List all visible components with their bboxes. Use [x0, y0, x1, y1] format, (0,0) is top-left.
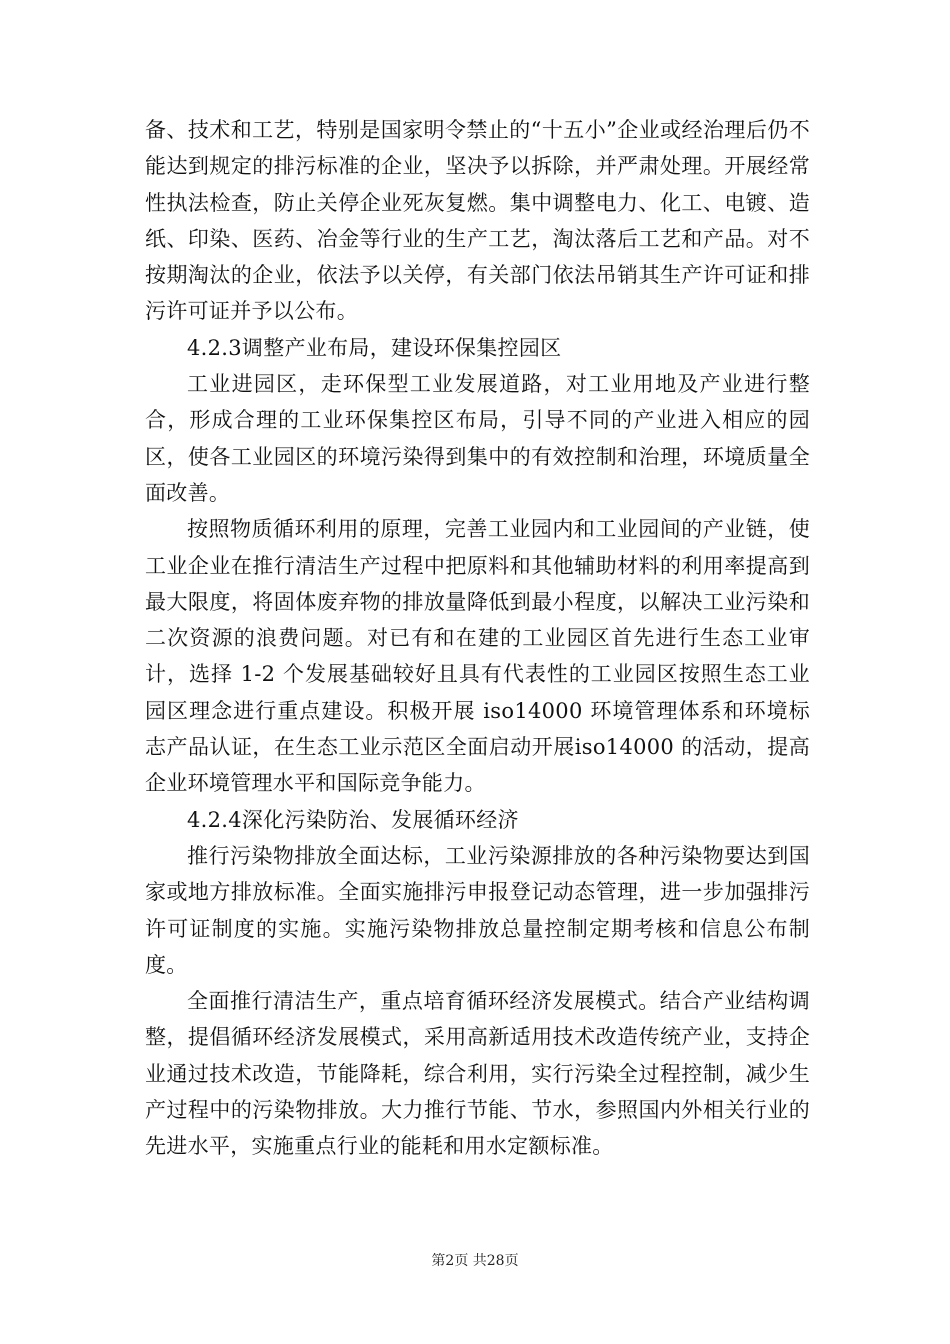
paragraph-emission-standards: 推行污染物排放全面达标，工业污染源排放的各种污染物要达到国家或地方排放标准。全面实施排污申报登记动态管理，进一步加强排污许可证制度的实施。实施污染物排放总量控制定期考核和信息公布制度。	[145, 843, 810, 977]
paragraph-clean-production: 全面推行清洁生产，重点培育循环经济发展模式。结合产业结构调整，提倡循环经济发展模式，采用高新适用技术改造传统产业，支持企业通过技术改造，节能降耗，综合利用，实行污染全过程控制，减少生产过程中的污染物排放。大力推行节能、节水，参照国内外相关行业的先进水平，实施重点行业的能耗和用水定额标准。	[145, 989, 810, 1159]
footer-prefix: 第	[431, 1253, 446, 1269]
footer-current-page: 2	[445, 1253, 455, 1269]
page-footer	[0, 1252, 950, 1270]
footer-middle: 页 共	[454, 1253, 487, 1269]
paragraph-material-cycle: 按照物质循环利用的原理，完善工业园内和工业园间的产业链，使工业企业在推行清洁生产过程中把原料和其他辅助材料的利用率提高到最大限度，将固体废弃物的排放量降低到最小程度，以解决工业污染和二次资源的浪费问题。对已有和在建的工业园区首先进行生态工业审计，选择 1-2 个发展基础较好且具有代表性的工业园区按照生态工业园区理念进行重点建设。积极开展 iso14000 环境管理体系和环境标志产品认证，在生态工业示范区全面启动开展iso14000 的活动，提高企业环境管理水平和国际竞争能力。	[145, 517, 810, 796]
document-body	[145, 112, 810, 1165]
footer-suffix: 页	[504, 1253, 519, 1269]
paragraph-industrial-park: 工业进园区，走环保型工业发展道路，对工业用地及产业进行整合，形成合理的工业环保集控区布局，引导不同的产业进入相应的园区，使各工业园区的环境污染得到集中的有效控制和治理，环境质量全面改善。	[145, 372, 810, 505]
footer-total-pages: 28	[486, 1253, 505, 1269]
section-heading-4-2-4: 4.2.4深化污染防治、发展循环经济	[187, 807, 519, 832]
section-heading-4-2-3: 4.2.3调整产业布局，建设环保集控园区	[187, 335, 562, 360]
paragraph-continuation: 备、技术和工艺，特别是国家明令禁止的“十五小”企业或经治理后仍不能达到规定的排污标准的企业，坚决予以拆除，并严肃处理。开展经常性执法检查，防止关停企业死灰复燃。集中调整电力、化工、电镀、造纸、印染、医药、冶金等行业的生产工艺，淘汰落后工艺和产品。对不按期淘汰的企业，依法予以关停，有关部门依法吊销其生产许可证和排污许可证并予以公布。	[145, 118, 810, 324]
